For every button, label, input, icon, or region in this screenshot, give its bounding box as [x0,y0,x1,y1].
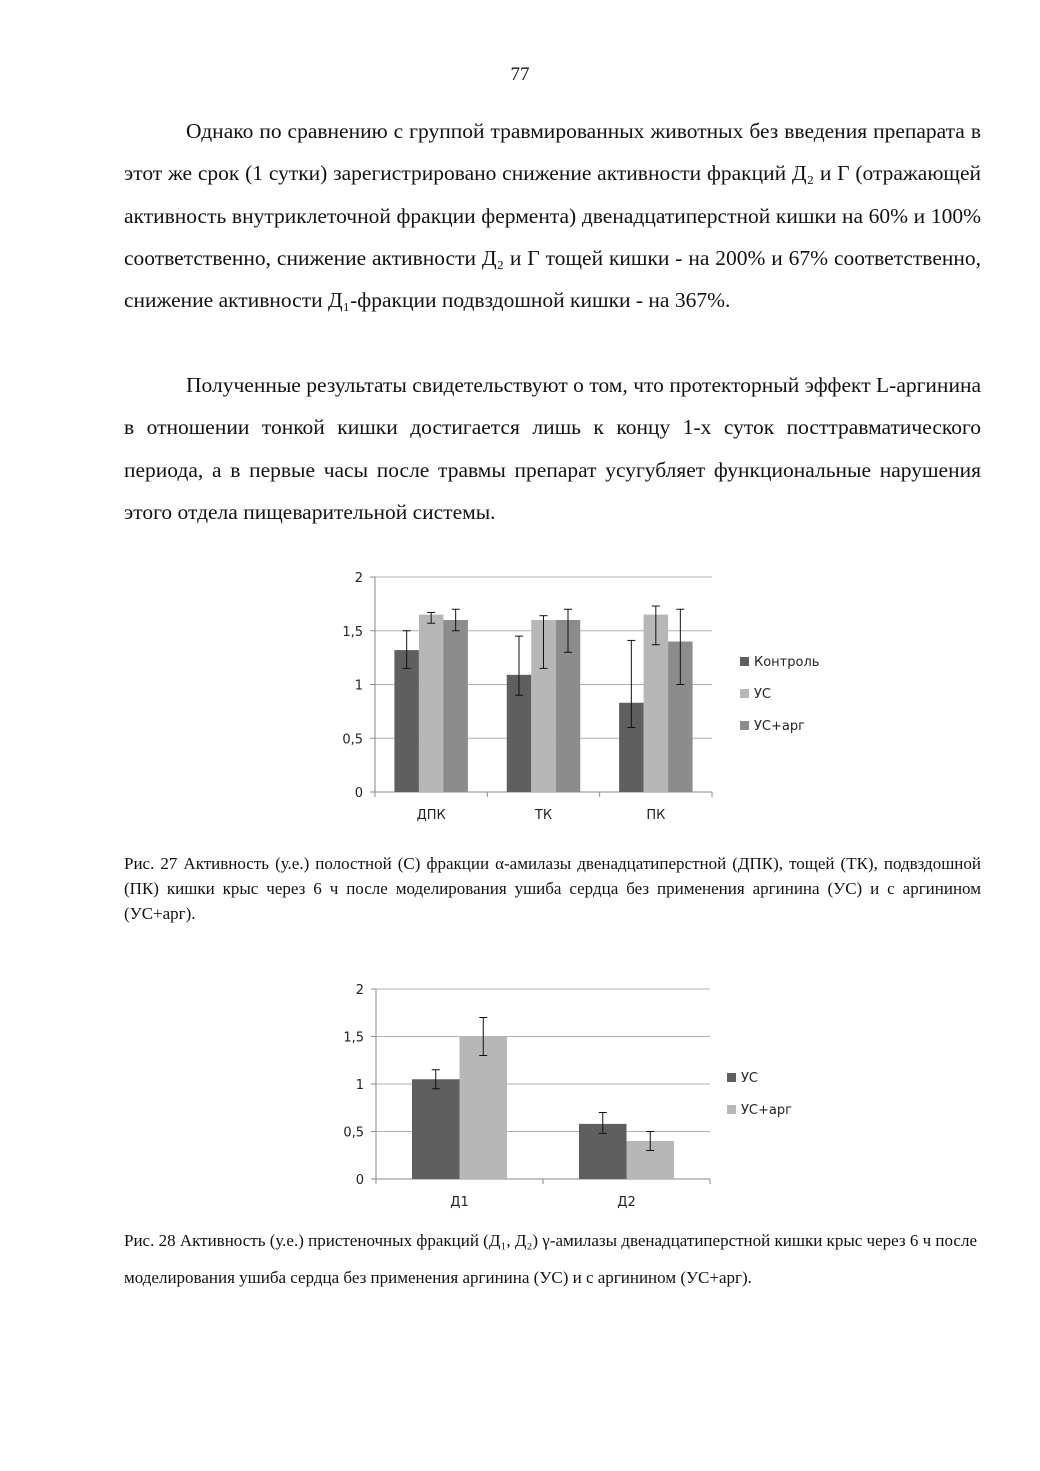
x-tick-label: Д2 [617,1195,636,1210]
legend-label: Контроль [754,655,820,670]
y-tick-label: 2 [355,983,364,998]
legend-label: УС [754,687,771,702]
y-tick-label: 1,5 [342,624,363,640]
figure-28-caption: Рис. 28 Активность (у.е.) пристеночных фракций (Д₁, Д₂) γ-амилазы двенадцатиперстной кишки крыс через 6 ч после моделирования ушиба сердца без применения аргинина (УС) и с аргинином (УС+арг). [124,1231,977,1287]
x-tick-label: ТК [534,808,553,823]
y-tick-label: 0 [355,1173,364,1188]
legend-swatch [727,1105,736,1114]
x-tick-label: ДПК [416,808,446,823]
legend-label: УС [741,1071,758,1086]
paragraph-text: Полученные результаты свидетельствуют о том, что протекторный эффект L-аргинина в отношении тонкой кишки достигается лишь к концу 1-х суток посттравматического периода, а в первые часы после травмы препарат усугубляет функциональные нарушения этого отдела пищеварительной системы. [124,373,981,524]
page-number: 77 [510,64,530,85]
figure-27-caption: Рис. 27 Активность (у.е.) полостной (С) фракции α-амилазы двенадцатиперстной (ДПК), тощей (ТК), подвздошной (ПК) кишки крыс через 6 ч после моделирования ушиба сердца без применения аргинина (УС) и с аргинином (УС+арг). [124,854,981,923]
y-tick-label: 1 [354,678,363,694]
legend-label: УС+арг [754,719,805,734]
y-tick-label: 2 [354,571,363,586]
bar-УС+арг [460,1037,508,1180]
y-tick-label: 1 [355,1078,364,1093]
y-tick-label: 1,5 [343,1030,364,1046]
x-tick-label: ПК [646,808,666,823]
y-tick-label: 0,5 [342,732,363,748]
legend-label: УС+арг [741,1103,792,1118]
y-tick-label: 0,5 [343,1125,364,1141]
paragraph-text: Однако по сравнению с группой травмированных животных без введения препарата в этот же срок (1 сутки) зарегистрировано снижение активности фракций Д₂ и Г (отражающей активность внутриклеточной фракции фермента) двенадцатиперстной кишки на 60% и 100% соответственно, снижение активности Д₂ и Г тощей кишки - на 200% и 67% соответственно, снижение активности Д₁-фракции подвздошной кишки - на 367%. [124,119,981,313]
x-tick-label: Д1 [450,1195,469,1210]
legend-swatch [727,1073,736,1082]
bar-УС [412,1079,460,1179]
y-tick-label: 0 [354,786,363,801]
